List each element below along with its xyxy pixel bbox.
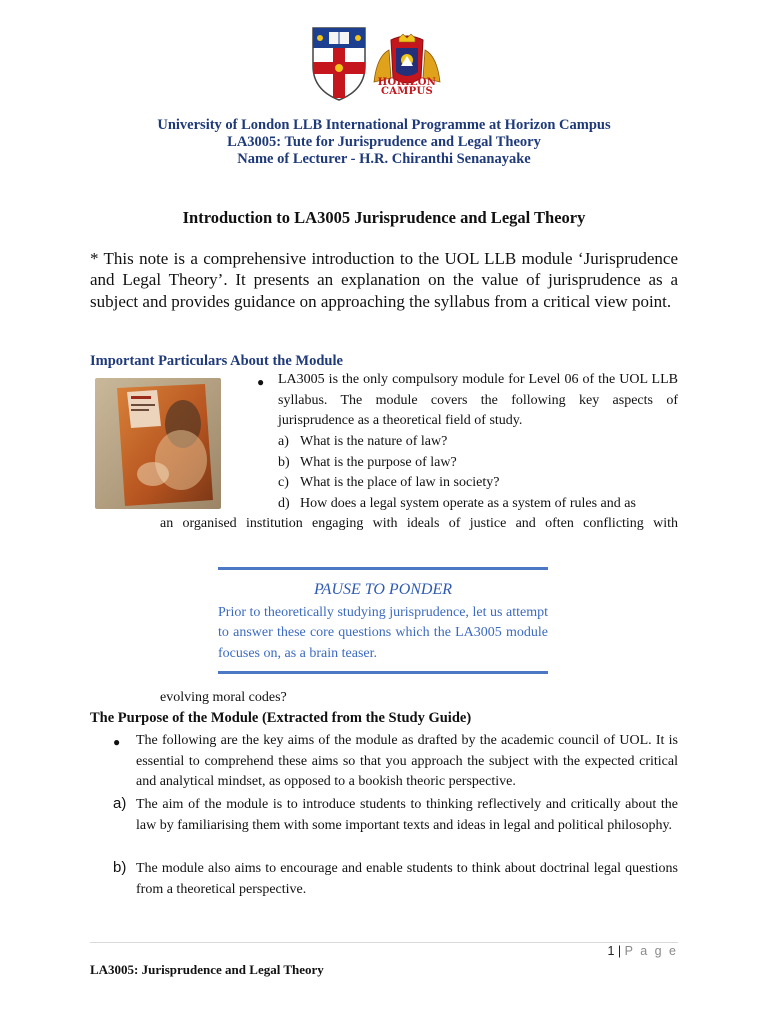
ponder-bottom-rule [218,671,548,674]
logo-caption-line1: HORIZON [377,77,437,88]
list-item-label: b) [278,455,290,470]
list-item-label: a) [278,434,289,449]
list-item [278,453,678,474]
textbook-photo [95,378,221,509]
ponder-top-rule [218,567,548,570]
list-item-text: How does a legal system operate as a system of rules and as [300,496,636,511]
bullet-dot: ● [113,735,121,749]
list-item [278,432,678,453]
purpose-bullet: The following are the key aims of the module as drafted by the academic council of UOL. It is essential to comprehend these aims so that you approach the subject with the expected critical and analytical mindset, as opposed to a bookish theoric perspective. [136,733,678,790]
footer-course-title: LA3005: Jurisprudence and Legal Theory [90,962,324,977]
pause-to-ponder-box [218,567,548,675]
aim-text: The aim of the module is to introduce students to thinking reflectively and critically about the law by familiarising them with some important texts and ideas in legal and political philosophy. [136,797,678,833]
horizon-campus-logo-text [371,78,443,96]
university-of-london-crest [311,26,367,102]
list-item [278,494,678,515]
header-lecturer: Name of Lecturer - H.R. Chiranthi Senanayake [237,151,531,167]
bullet-dot: ● [257,375,265,389]
list-item-label: d) [278,496,290,511]
page-label: P a g e [624,944,678,958]
header-programme: University of London LLB International Programme at Horizon Campus [157,117,611,133]
page-separator: | [617,944,622,958]
logo-caption-line2: CAMPUS [380,86,434,97]
list-item-text: What is the nature of law? [300,434,448,449]
ponder-body: Prior to theoretically studying jurisprudence, let us attempt to answer these core questions which the LA3005 module focuses on, as a brain teaser. [218,605,548,661]
list-item-text: What is the purpose of law? [300,455,457,470]
document-title: Introduction to LA3005 Jurisprudence and Legal Theory [182,208,586,227]
particulars-bullet: LA3005 is the only compulsory module for Level 06 of the UOL LLB syllabus. The module covers the following key aspects of jurisprudence as a theoretical field of study. [278,372,678,429]
list-item [278,473,678,494]
list-item-label: c) [278,475,289,490]
purpose-heading: The Purpose of the Module (Extracted from the Study Guide) [90,710,472,726]
aim-label: b) [113,859,127,876]
aim-text: The module also aims to encourage and enable students to think about doctrinal legal questions from a theoretical perspective. [136,861,678,897]
list-item-continuation: an organised institution engaging with ideals of justice and often conflicting with [160,516,678,531]
aim-label: a) [113,795,127,812]
list-item-continuation-end: evolving moral codes? [160,690,287,705]
particulars-heading: Important Particulars About the Module [90,353,343,369]
list-item-text: What is the place of law in society? [300,475,500,490]
page-number [560,944,678,958]
intro-paragraph: * This note is a comprehensive introduction to the UOL LLB module ‘Jurisprudence and Legal Theory’. It presents an explanation on the value of jurisprudence as a subject and provides guidance on approaching the syllabus from a critical view point. [90,249,678,311]
ponder-title: PAUSE TO PONDER [313,581,453,598]
footer-rule [90,942,678,943]
header-course: LA3005: Tute for Jurisprudence and Legal Theory [227,134,541,150]
page-number-value: 1 [607,944,615,958]
